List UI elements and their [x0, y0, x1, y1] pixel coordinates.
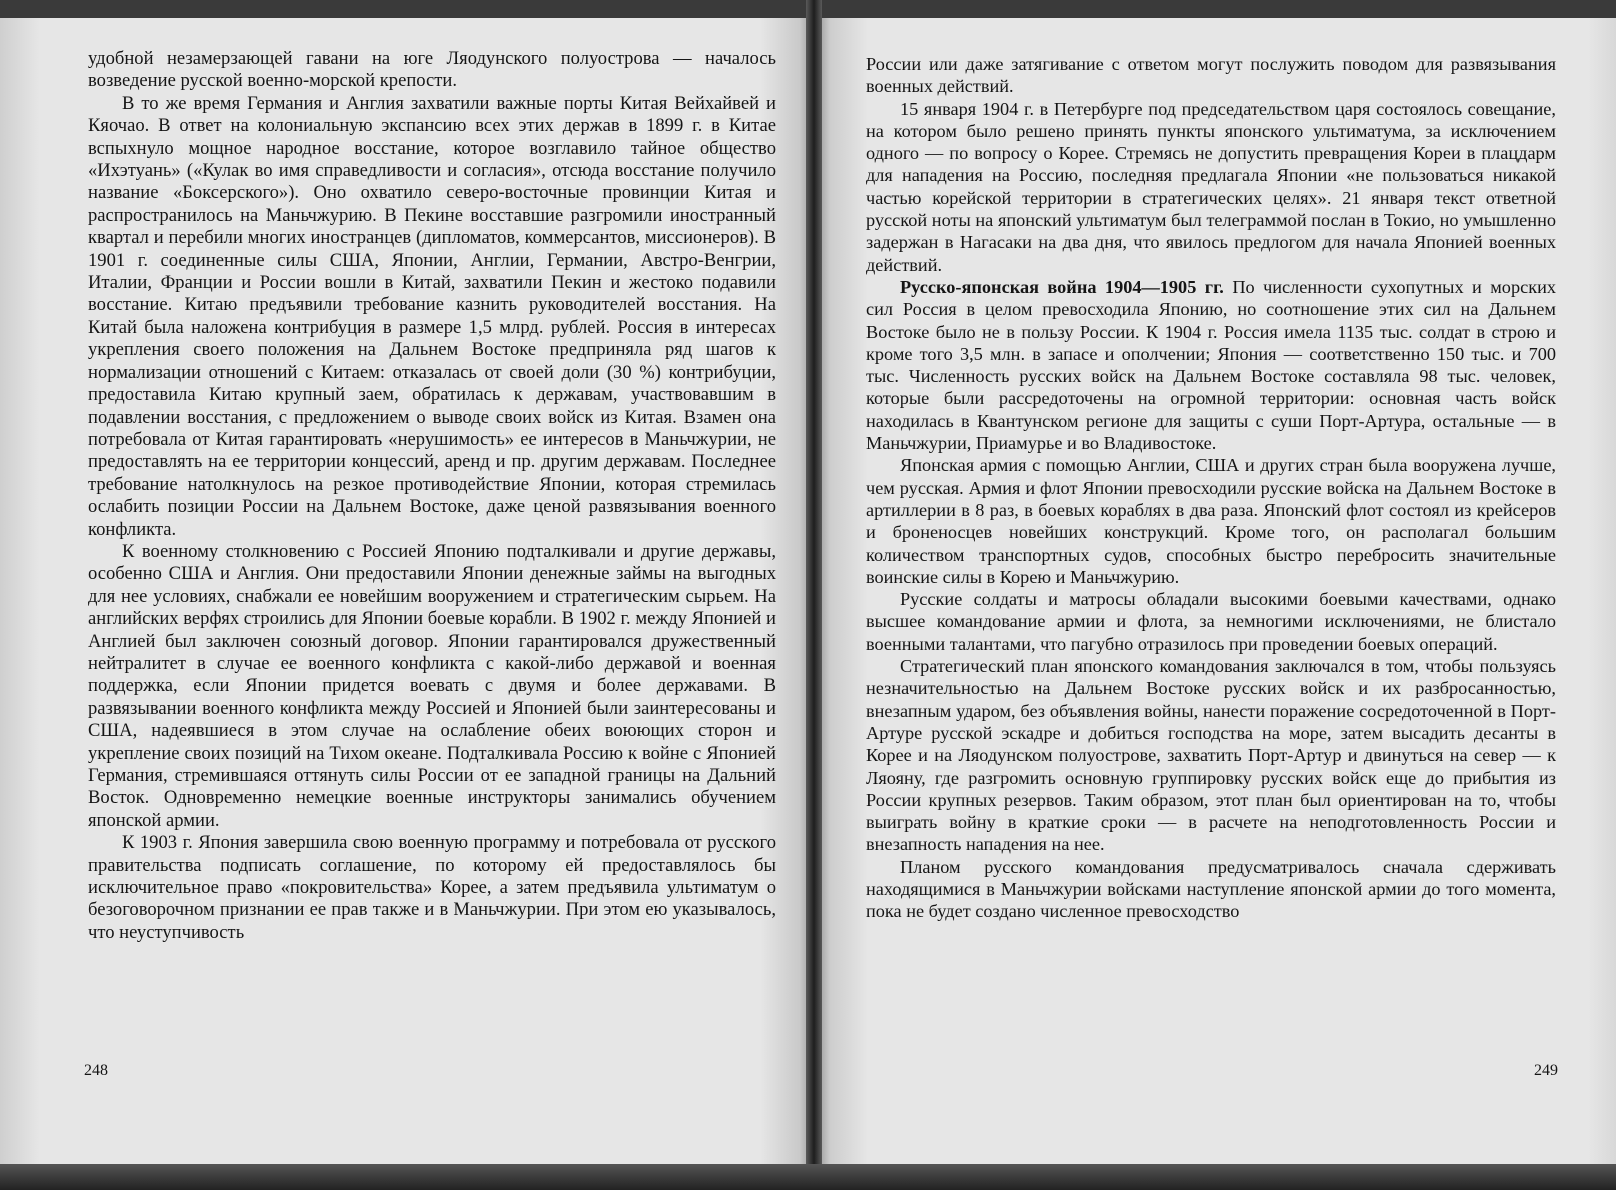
paragraph: В то же время Германия и Англия захватили важные порты Китая Вейхайвей и Кяочао. В ответ на колониальную экспансию всех этих держав в 1899 г. в Китае вспыхнуло мощное народное восстание, которое возглавило тайное общество «Ихэтуань» («Кулак во имя справедливости и согласия», отсюда восстание получило название «Боксерского»). Оно охватило северо-восточные провинции Китая и распространилось на Маньчжурию. В Пекине восставшие разгромили иностранный квартал и перебили многих иностранцев (дипломатов, коммерсантов, миссионеров). В 1901 г. соединенные силы США, Японии, Англии, Германии, Австро-Венгрии, Италии, Франции и России вошли в Китай, захватили Пекин и жестоко подавили восстание. Китаю предъявили требование казнить руководителей восстания. На Китай была наложена контрибуция в размере 1,5 млрд. рублей. Россия в интересах укрепления своего положения на Дальнем Востоке предприняла ряд шагов к нормализации отношений с Китаем: отказалась от своей доли (30 %) контрибуции, предоставила Китаю крупный заем, обратилась к державам, участвовавшим в подавлении восстания, с предложением о выводе своих войск из Китая. Взамен она потребовала от Китая гарантировать «нерушимость» ее интересов в Маньчжурии, не предоставлять на ее территории концессий, аренд и пр. другим державам. Последнее требование натолкнулось на резкое противодействие Японии, которая стремилась ослабить позиции России на Дальнем Востоке, даже ценой развязывания военного конфликта.: [88, 92, 776, 540]
paragraph: К 1903 г. Япония завершила свою военную программу и потребовала от русского правительства подписать соглашение, по которому ей предоставлялось бы исключительное право «покровительства» Корее, а затем предъявила ультиматум о безоговорочном признании ее прав также и в Маньчжурии. При этом ею указывалось, что неуступчивость: [88, 832, 776, 943]
right-page: [818, 18, 1616, 1168]
section-heading: Русско-японская война 1904—1905 гг.: [900, 276, 1224, 297]
right-page-text: [866, 53, 1556, 923]
left-page: [0, 18, 812, 1168]
section-heading-text: По численности сухопутных и морских сил Россия в целом превосходила Японию, но соотношение этих сил на Дальнем Востоке было не в пользу России. К 1904 г. Россия имела 1135 тыс. солдат в строю и кроме того 3,5 млн. в запасе и ополчении; Япония — соответственно 150 тыс. и 700 тыс. Численность русских войск на Дальнем Востоке составляла 98 тыс. человек, которые были рассредоточены на огромной территории: основная часть войск находилась в Квантунском регионе для защиты с суши Порт-Артура, остальные — в Маньчжурии, Приамурье и во Владивостоке.: [866, 276, 1557, 454]
book-gutter: [806, 0, 822, 1190]
paragraph: Планом русского командования предусматривалось сначала сдерживать находящимися в Маньчжурии войсками наступление японской армии до того момента, пока не будет создано численное превосходство: [866, 856, 1556, 922]
bottom-shadow: [0, 1164, 1616, 1190]
paragraph: Японская армия с помощью Англии, США и других стран была вооружена лучше, чем русская. Армия и флот Японии превосходили русские войска на Дальнем Востоке в артиллерии в 8 раз, в боевых кораблях в два раза. Японский флот состоял из крейсеров и броненосцев новейших конструкций. Кроме того, он располагал большим количеством транспортных судов, способных быстро перебросить значительные воинские силы в Корею и Маньчжурию.: [866, 455, 1556, 587]
paragraph: России или даже затягивание с ответом могут послужить поводом для развязывания военных действий.: [866, 54, 1556, 97]
page-number: 248: [84, 1062, 108, 1079]
paragraph: 15 января 1904 г. в Петербурге под председательством царя состоялось совещание, на котором было решено принять пункты японского ультиматума, за исключением одного — по вопросу о Корее. Стремясь не допустить превращения Кореи в плацдарм для нападения на Россию, последняя предлагала Японии «не пользоваться никакой частью корейской территории в стратегических целях». 21 января текст ответной русской ноты на японский ультиматум был телеграммой послан в Токио, но умышленно задержан в Нагасаки на два дня, что явилось предлогом для начала Японией военных действий.: [866, 98, 1556, 275]
section-paragraph: [866, 276, 1556, 454]
paragraph: К военному столкновению с Россией Японию подталкивали и другие державы, особенно США и Англия. Они предоставили Японии денежные займы на выгодных для нее условиях, снабжали ее новейшим вооружением и стратегическим сырьем. На английских верфях строились для Японии боевые корабли. В 1902 г. между Японией и Англией был заключен союзный договор. Японии гарантировался дружественный нейтралитет в случае ее военного конфликта с какой-либо державой и военная поддержка, если Японии придется воевать с двумя и более державами. В развязывании военного конфликта между Россией и Японией были заинтересованы и США, надеявшиеся в этом случае на ослабление обеих воюющих сторон и укрепление своих позиций на Тихом океане. Подталкивала Россию к войне с Японией Германия, стремившаяся оттянуть силы России от ее западной границы на Дальний Восток. Одновременно немецкие военные инструкторы занимались обучением японской армии.: [88, 540, 776, 831]
page-number: 249: [1534, 1062, 1558, 1079]
left-page-text: [88, 48, 776, 944]
paragraph: Русские солдаты и матросы обладали высокими боевыми качествами, однако высшее командование армии и флота, за немногими исключениями, не блистало военными талантами, что пагубно отразилось при проведении боевых операций.: [866, 589, 1556, 654]
paragraph: удобной незамерзающей гавани на юге Ляодунского полуострова — началось возведение русской военно-морской крепости.: [88, 48, 776, 92]
paragraph: Стратегический план японского командования заключался в том, чтобы пользуясь незначительностью на Дальнем Востоке русских войск и их разбросанностью, внезапным ударом, без объявления войны, нанести поражение сосредоточенной в Порт-Артуре русской эскадре и добиться господства на море, затем высадить десанты в Корее и на Ляодунском полуострове, захватить Порт-Артур и двинуться на север — к Ляояну, где разгромить основную группировку русских войск еще до прибытия из России крупных резервов. Таким образом, этот план был ориентирован на то, чтобы выиграть войну в краткие сроки — в расчете на неподготовленность России и внезапность нападения на нее.: [866, 656, 1556, 855]
